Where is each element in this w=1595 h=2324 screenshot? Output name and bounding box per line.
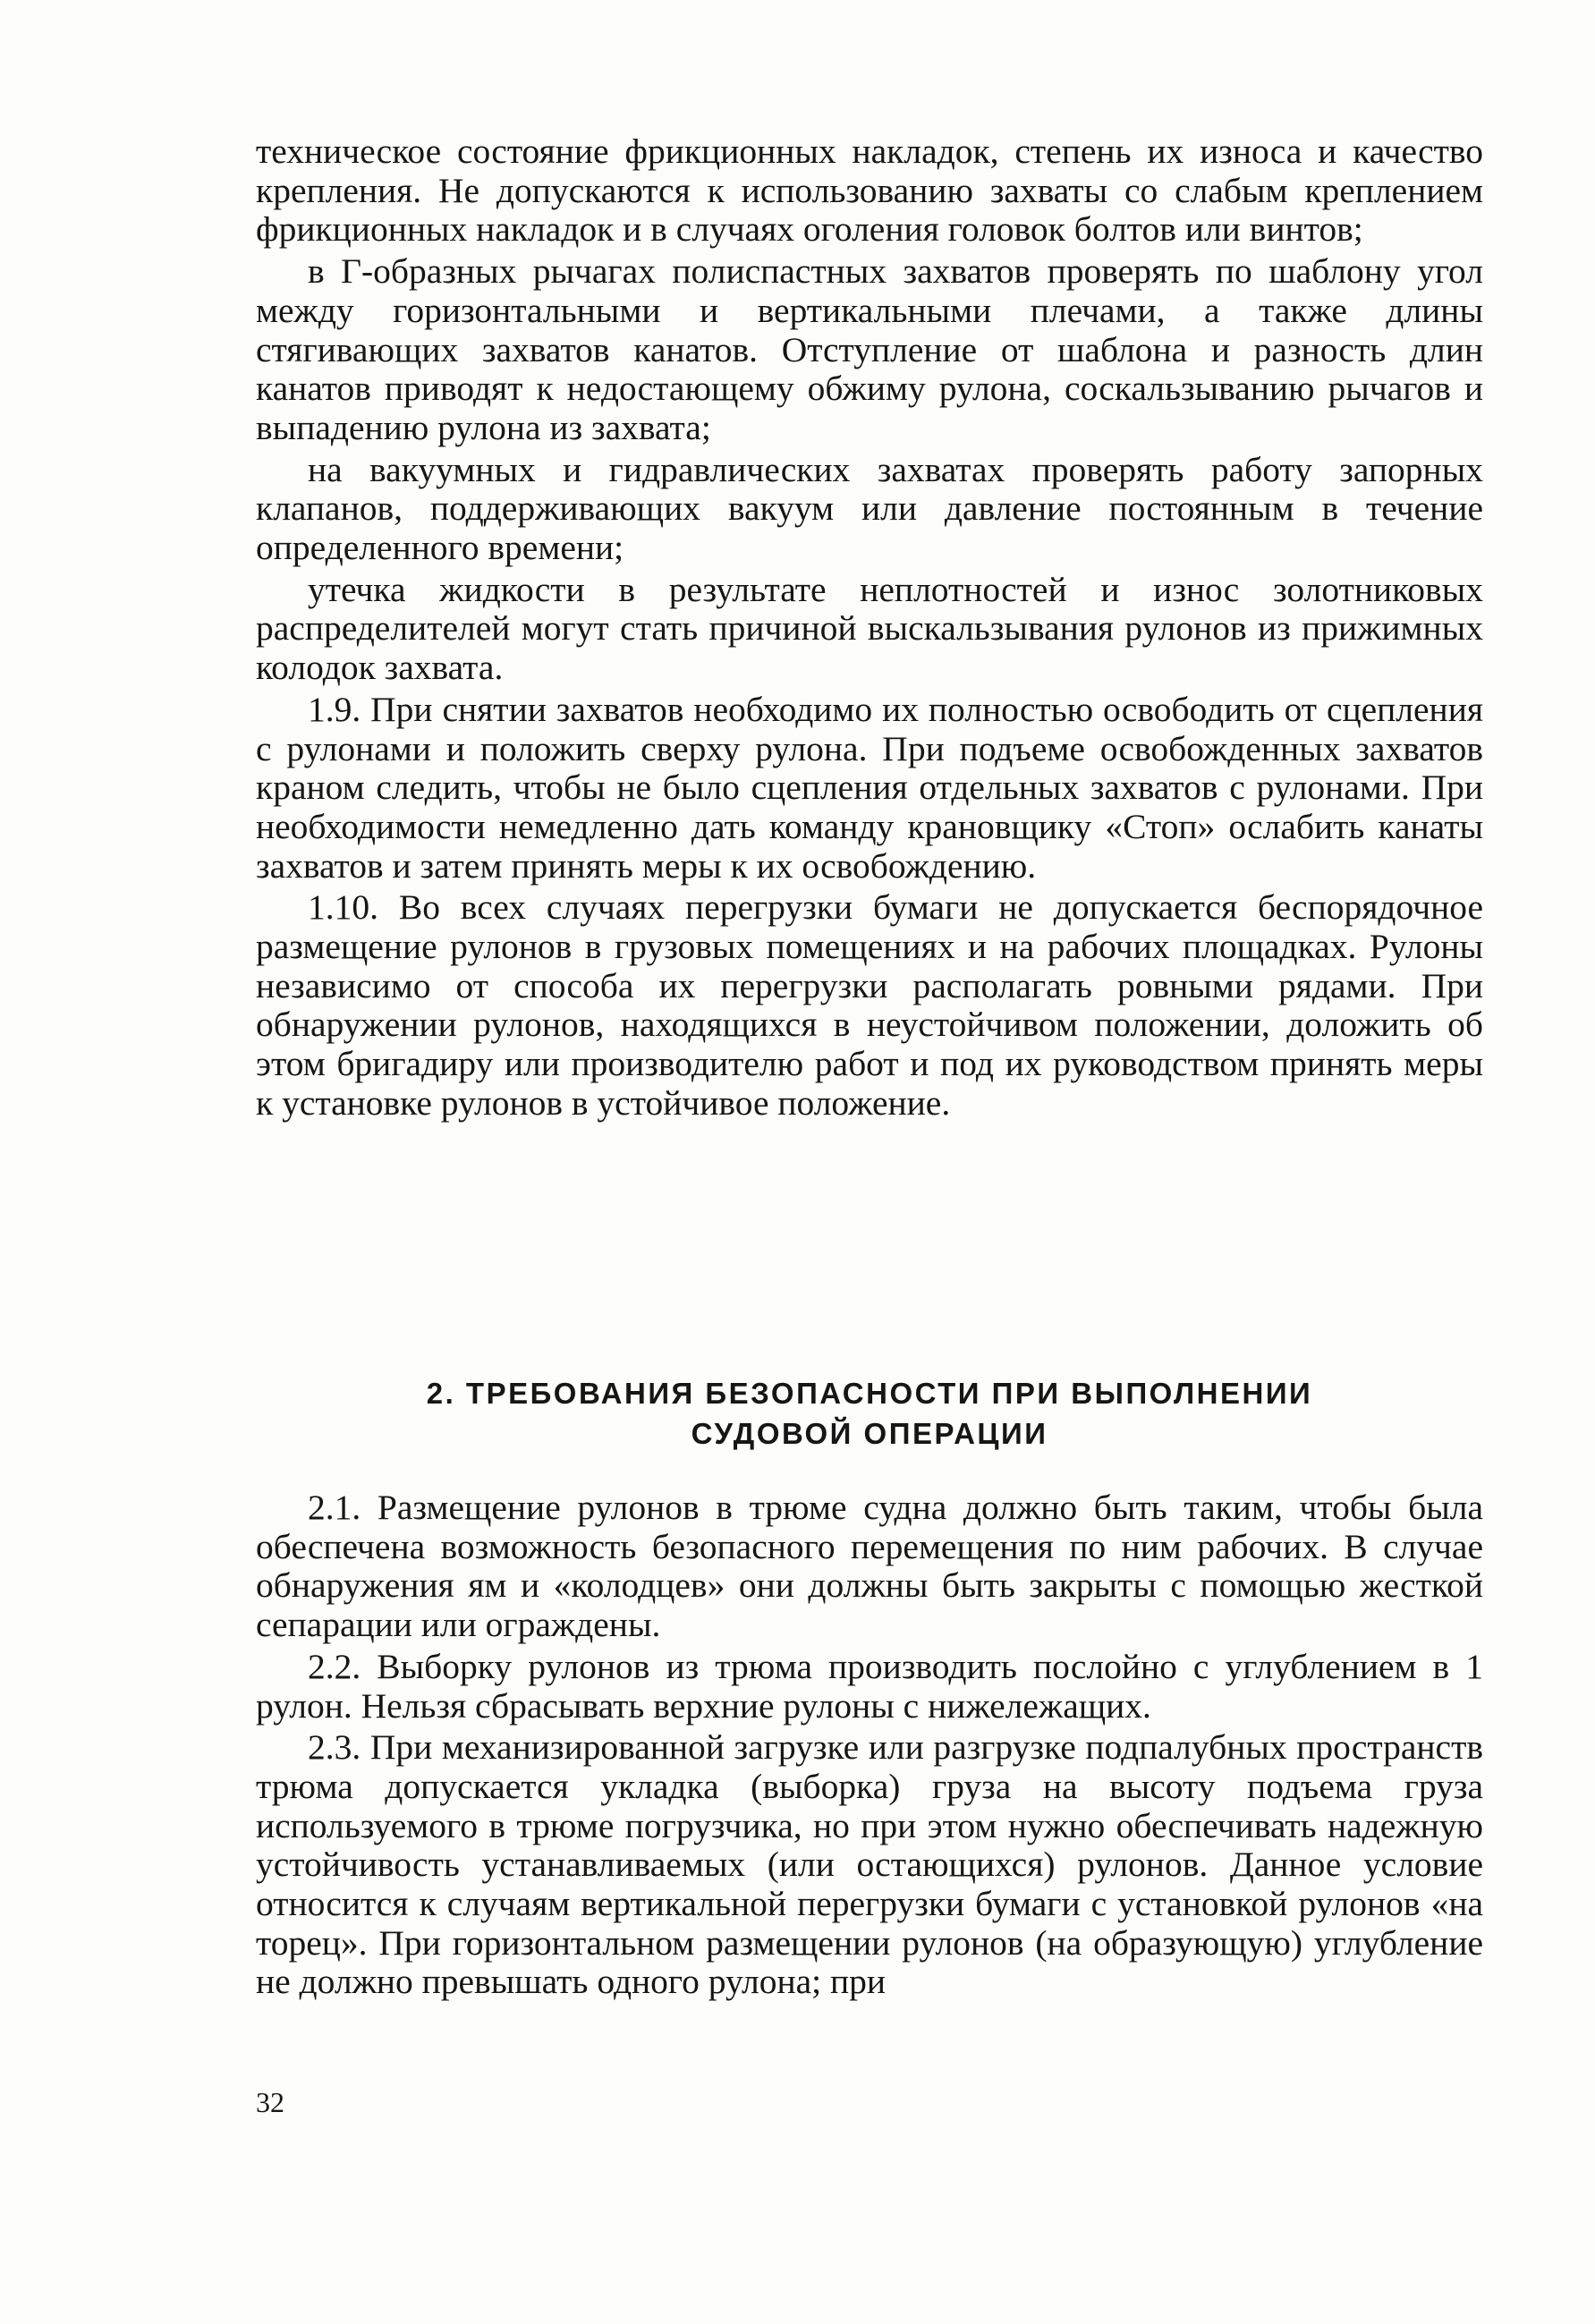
paragraph-g-levers: в Г-образных рычагах полиспастных захватов проверять по шаблону угол между горизонтальными и вертикальными плечами, а также длины стягивающих захватов канатов. Отступление от шаблона и разность длин канатов приводят к недостающему обжиму рулона, соскальзыванию рычагов и выпадению рулона из захвата;: [256, 251, 1483, 447]
paragraph-fluid-leak: утечка жидкости в результате неплотностей и износ золотниковых распределителей могут стать причиной выскальзывания рулонов из прижимных колодок захвата.: [256, 569, 1483, 688]
section-heading-line-2: СУДОВОЙ ОПЕРАЦИИ: [691, 1417, 1048, 1450]
section-heading: [256, 1373, 1483, 1454]
paragraph-1-9: 1.9. При снятии захватов необходимо их полностью освободить от сцепления с рулонами и положить сверху рулона. При подъеме освобожденных захватов краном следить, чтобы не было сцепления отдельных захватов с рулонами. При необходимости немедленно дать команду крановщику «Стоп» ослабить канаты захватов и затем принять меры к их освобождению.: [256, 689, 1483, 886]
paragraph-2-1: 2.1. Размещение рулонов в трюме судна должно быть таким, чтобы была обеспечена возможность безопасного перемещения по ним рабочих. В случае обнаружения ям и «колодцев» они должны быть закрыты с помощью жесткой сепарации или ограждены.: [256, 1488, 1483, 1645]
paragraph-2-3: 2.3. При механизированной загрузке или разгрузке подпалубных пространств трюма допускается укладка (выборка) груза на высоту подъема груза используемого в трюме погрузчика, но при этом нужно обеспечивать надежную устойчивость устанавливаемых (или остающихся) рулонов. Данное условие относится к случаям вертикальной перегрузки бумаги с установкой рулонов «на торец». При горизонтальном размещении рулонов (на образующую) углубление не должно превышать одного рулона; при: [256, 1727, 1483, 2002]
paragraph-2-2: 2.2. Выборку рулонов из трюма производить послойно с углублением в 1 рулон. Нельзя сбрасывать верхние рулоны с нижележащих.: [256, 1646, 1483, 1726]
page-number: 32: [256, 2086, 284, 2118]
body-text-bottom: [256, 1489, 1483, 2005]
body-text-top: [256, 132, 1483, 1126]
paragraph-vacuum-grips: на вакуумных и гидравлических захватах проверять работу запорных клапанов, поддерживающих вакуум или давление постоянным в течение определенного времени;: [256, 449, 1483, 568]
section-heading-line-1: 2. ТРЕБОВАНИЯ БЕЗОПАСНОСТИ ПРИ ВЫПОЛНЕНИИ: [426, 1377, 1313, 1410]
paragraph-1-10: 1.10. Во всех случаях перегрузки бумаги не допускается беспорядочное размещение рулонов в грузовых помещениях и на рабочих площадках. Рулоны независимо от способа их перегрузки располагать ровными рядами. При обнаружении рулонов, находящихся в неустойчивом положении, доложить об этом бригадиру или производителю работ и под их руководством принять меры к установке рулонов в устойчивое положение.: [256, 887, 1483, 1123]
paragraph-friction-pads: техническое состояние фрикционных накладок, степень их износа и качество крепления. Не допускаются к использованию захваты со слабым креплением фрикционных накладок и в случаях оголения головок болтов или винтов;: [256, 131, 1483, 250]
